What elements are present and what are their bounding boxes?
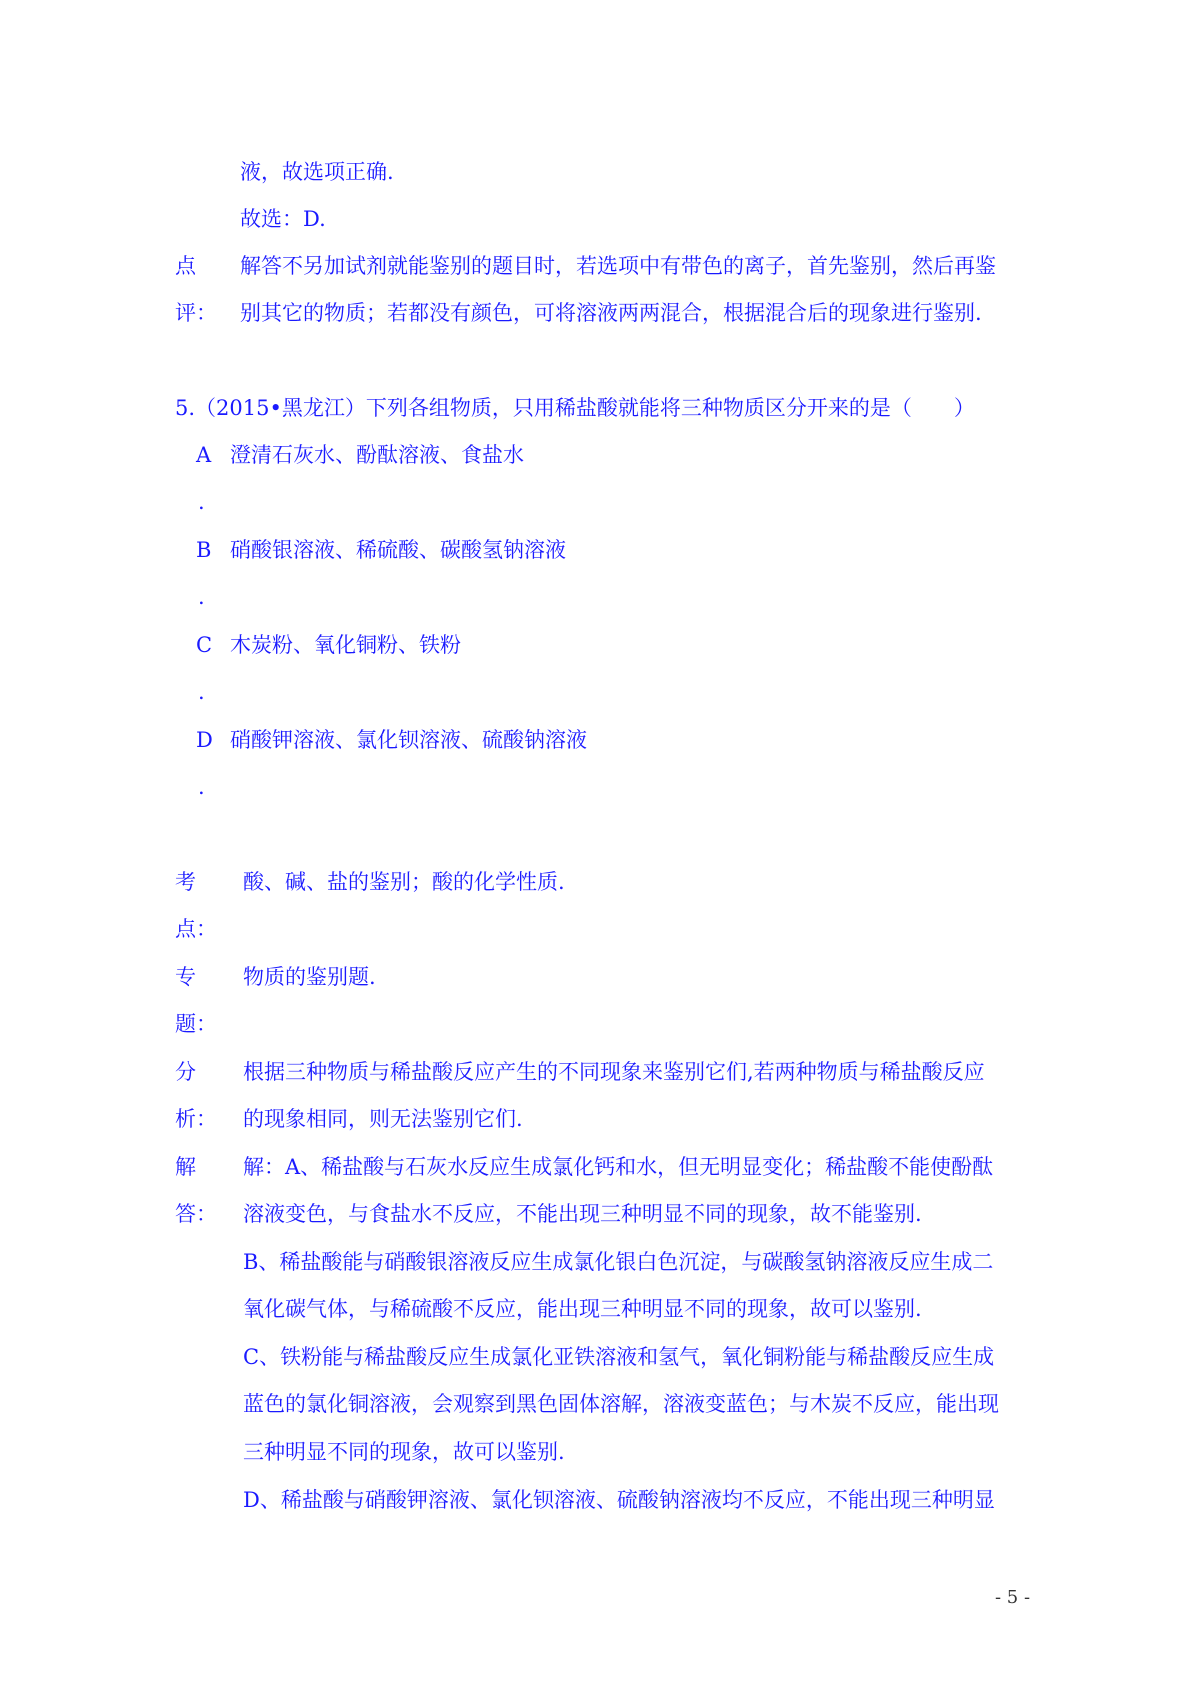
jieda-line: 解：A、稀盐酸与石灰水反应生成氯化钙和水，但无明显变化；稀盐酸不能使酚酞 <box>243 1155 994 1179</box>
fenxi-text-2: 的现象相同，则无法鉴别它们. <box>243 1107 523 1131</box>
comment-label-2: 评： <box>175 301 217 325</box>
option-dot: . <box>198 585 205 609</box>
zhuanti-label-1: 专 <box>175 965 196 989</box>
jieda-line: 溶液变色，与食盐水不反应，不能出现三种明显不同的现象，故不能鉴别. <box>243 1202 922 1226</box>
comment-label-1: 点 <box>175 254 196 278</box>
option-letter: A <box>196 443 212 467</box>
fenxi-label-1: 分 <box>175 1060 196 1084</box>
option-letter: D <box>196 728 213 752</box>
prev-answer-line-2: 故选：D. <box>240 207 326 231</box>
kaodian-label-1: 考 <box>175 870 196 894</box>
zhuanti-text: 物质的鉴别题. <box>243 965 376 989</box>
option-letter: B <box>196 538 212 562</box>
jieda-line: 蓝色的氯化铜溶液，会观察到黑色固体溶解，溶液变蓝色；与木炭不反应，能出现 <box>243 1392 999 1416</box>
fenxi-text-1: 根据三种物质与稀盐酸反应产生的不同现象来鉴别它们,若两种物质与稀盐酸反应 <box>243 1060 985 1084</box>
jieda-label-1: 解 <box>175 1155 196 1179</box>
kaodian-label-2: 点： <box>175 917 217 941</box>
comment-text-1: 解答不另加试剂就能鉴别的题目时，若选项中有带色的离子，首先鉴别，然后再鉴 <box>240 254 996 278</box>
option-text: 澄清石灰水、酚酞溶液、食盐水 <box>230 443 524 467</box>
jieda-line: C、铁粉能与稀盐酸反应生成氯化亚铁溶液和氢气，氧化铜粉能与稀盐酸反应生成 <box>243 1345 995 1369</box>
option-dot: . <box>198 680 205 704</box>
jieda-label-2: 答： <box>175 1202 217 1226</box>
jieda-line: 氧化碳气体，与稀硫酸不反应，能出现三种明显不同的现象，故可以鉴别. <box>243 1297 922 1321</box>
option-letter: C <box>196 633 213 657</box>
prev-answer-line-1: 液，故选项正确. <box>240 160 394 184</box>
option-text: 木炭粉、氧化铜粉、铁粉 <box>230 633 461 657</box>
option-dot: . <box>198 490 205 514</box>
jieda-line: D、稀盐酸与硝酸钾溶液、氯化钡溶液、硫酸钠溶液均不反应，不能出现三种明显 <box>243 1488 995 1512</box>
jieda-line: 三种明显不同的现象，故可以鉴别. <box>243 1440 565 1464</box>
kaodian-text: 酸、碱、盐的鉴别；酸的化学性质. <box>243 870 565 894</box>
jieda-line: B、稀盐酸能与硝酸银溶液反应生成氯化银白色沉淀，与碳酸氢钠溶液反应生成二 <box>243 1250 994 1274</box>
comment-text-2: 别其它的物质；若都没有颜色，可将溶液两两混合，根据混合后的现象进行鉴别. <box>240 301 982 325</box>
option-text: 硝酸钾溶液、氯化钡溶液、硫酸钠溶液 <box>230 728 587 752</box>
page-number: - 5 - <box>995 1587 1031 1608</box>
fenxi-label-2: 析： <box>175 1107 217 1131</box>
option-text: 硝酸银溶液、稀硫酸、碳酸氢钠溶液 <box>230 538 566 562</box>
question-stem: 5.（2015•黑龙江）下列各组物质，只用稀盐酸就能将三种物质区分开来的是（ ） <box>175 396 975 420</box>
option-dot: . <box>198 775 205 799</box>
zhuanti-label-2: 题： <box>175 1012 217 1036</box>
